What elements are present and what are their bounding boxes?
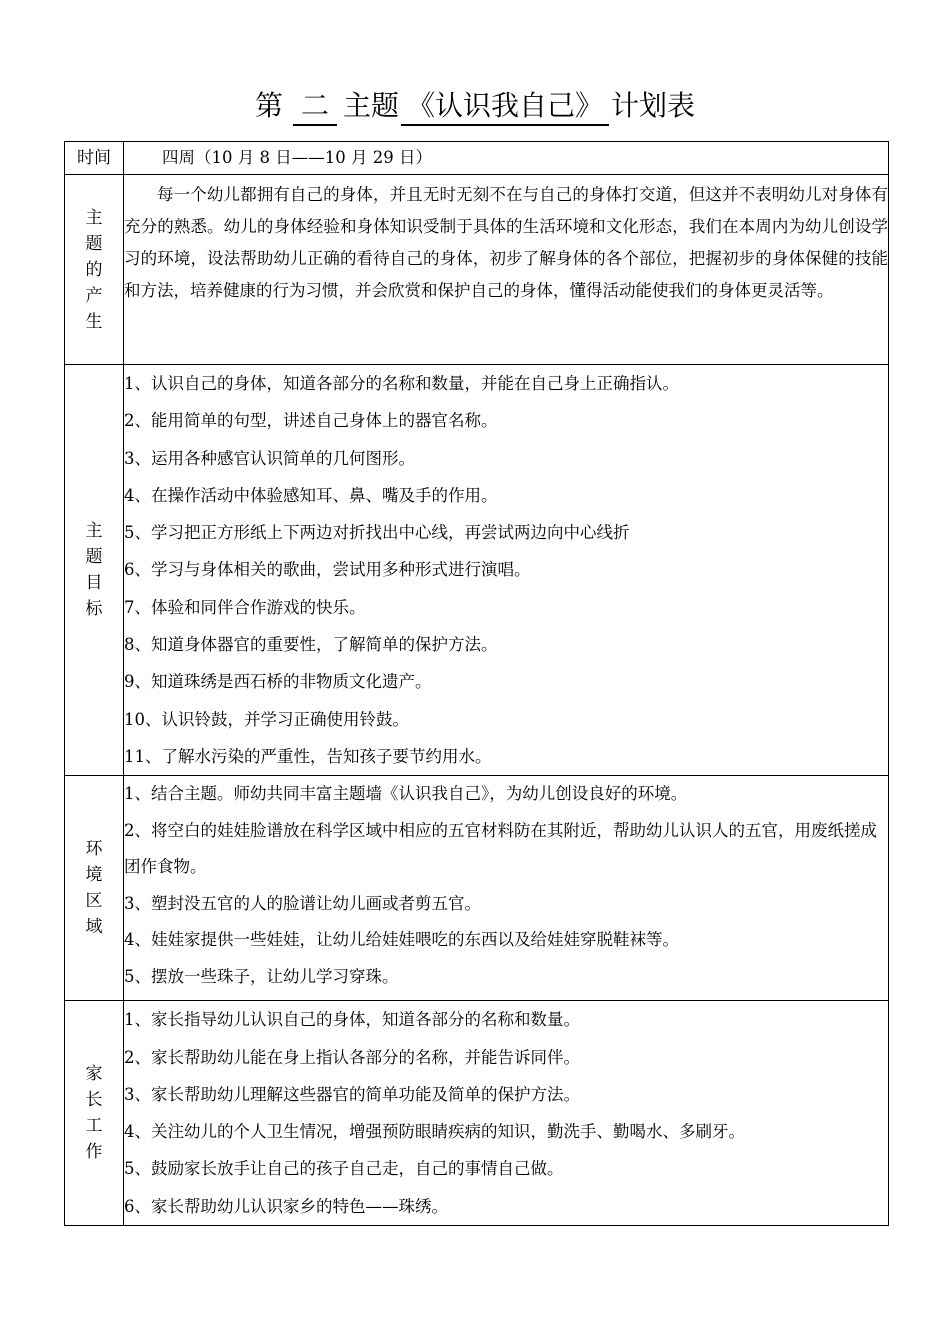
parents-label-cell <box>65 1001 124 1226</box>
environment-item: 5、摆放一些珠子，让幼儿学习穿珠。 <box>124 966 399 986</box>
goal-item: 1、认识自己的身体，知道各部分的名称和数量，并能在自己身上正确指认。 <box>124 374 679 393</box>
row-time <box>65 142 889 175</box>
time-label-cell <box>65 142 124 175</box>
title-theme-name: 《认识我自己》 <box>401 88 609 126</box>
parents-item: 4、关注幼儿的个人卫生情况，增强预防眼睛疾病的知识，勤洗手、勤喝水、多刷牙。 <box>124 1122 745 1142</box>
goal-item: 6、学习与身体相关的歌曲，尝试用多种形式进行演唱。 <box>124 560 531 580</box>
goal-item: 9、知道珠绣是西石桥的非物质文化遗产。 <box>124 672 432 692</box>
parents-label: 家长工作 <box>85 1064 103 1163</box>
row-origin <box>65 175 889 365</box>
goals-label: 主题目标 <box>85 521 103 620</box>
origin-text-cell <box>124 175 889 365</box>
origin-text: 每一个幼儿都拥有自己的身体，并且无时无刻不在与自己的身体打交道，但这并不表明幼儿对身体有充分的熟悉。幼儿的身体经验和身体知识受制于具体的生活环境和文化形态，我们在本周内为幼儿创设学习的环境，设法帮助幼儿正确的看待自己的身体，初步了解身体的各个部位，把握初步的身体保健的技能和方法，培养健康的行为习惯，并会欣赏和保护自己的身体，懂得活动能使我们的身体更灵活等。 <box>124 185 888 300</box>
parents-item: 2、家长帮助幼儿能在身上指认各部分的名称，并能告诉同伴。 <box>124 1047 580 1067</box>
environment-item: 3、塑封没五官的人的脸谱让幼儿画或者剪五官。 <box>124 893 481 913</box>
time-value-cell <box>124 142 889 175</box>
goal-item: 5、学习把正方形纸上下两边对折找出中心线，再尝试两边向中心线折 <box>124 523 630 543</box>
origin-label-cell <box>65 175 124 365</box>
environment-label: 环境区域 <box>85 839 103 938</box>
parents-item: 5、鼓励家长放手让自己的孩子自己走，自己的事情自己做。 <box>124 1159 564 1179</box>
environment-item: 1、结合主题。师幼共同丰富主题墙《认识我自己》，为幼儿创设良好的环境。 <box>124 784 688 804</box>
goal-item: 4、在操作活动中体验感知耳、鼻、嘴及手的作用。 <box>124 485 498 505</box>
page-title <box>0 86 950 126</box>
origin-label: 主题的产生 <box>85 207 103 332</box>
parents-item: 1、家长指导幼儿认识自己的身体，知道各部分的名称和数量。 <box>124 1010 580 1030</box>
goal-item: 3、运用各种感官认识简单的几何图形。 <box>124 448 415 468</box>
row-environment <box>65 776 889 1001</box>
environment-item: 2、将空白的娃娃脸谱放在科学区域中相应的五官材料防在其附近，帮助幼儿认识人的五官，用废纸搓成团作食物。 <box>124 820 877 877</box>
time-label: 时间 <box>77 148 111 168</box>
environment-label-cell <box>65 776 124 1001</box>
parents-item: 3、家长帮助幼儿理解这些器官的简单功能及简单的保护方法。 <box>124 1084 580 1104</box>
environment-item: 4、娃娃家提供一些娃娃，让幼儿给娃娃喂吃的东西以及给娃娃穿脱鞋袜等。 <box>124 930 679 950</box>
plan-table <box>64 141 889 1226</box>
goal-item: 2、能用简单的句型，讲述自己身体上的器官名称。 <box>124 411 498 431</box>
environment-list-cell <box>124 776 889 1001</box>
goal-item: 11、了解水污染的严重性，告知孩子要节约用水。 <box>124 746 492 766</box>
goal-item: 7、体验和同伴合作游戏的快乐。 <box>124 597 366 617</box>
goal-item: 10、认识铃鼓，并学习正确使用铃鼓。 <box>124 709 409 729</box>
title-middle: 主题 <box>342 89 399 122</box>
goal-item: 8、知道身体器官的重要性，了解简单的保护方法。 <box>124 635 498 655</box>
time-value: 四周（10 月 8 日——10 月 29 日） <box>162 148 432 167</box>
goals-label-cell <box>65 365 124 776</box>
title-number-blank: 二 <box>293 88 337 126</box>
title-suffix: 计划表 <box>611 89 696 122</box>
row-goals <box>65 365 889 776</box>
row-parents <box>65 1001 889 1226</box>
title-prefix: 第 <box>254 89 283 122</box>
goals-list-cell <box>124 365 889 776</box>
parents-item: 6、家长帮助幼儿认识家乡的特色——珠绣。 <box>124 1196 448 1216</box>
parents-list-cell <box>124 1001 889 1226</box>
